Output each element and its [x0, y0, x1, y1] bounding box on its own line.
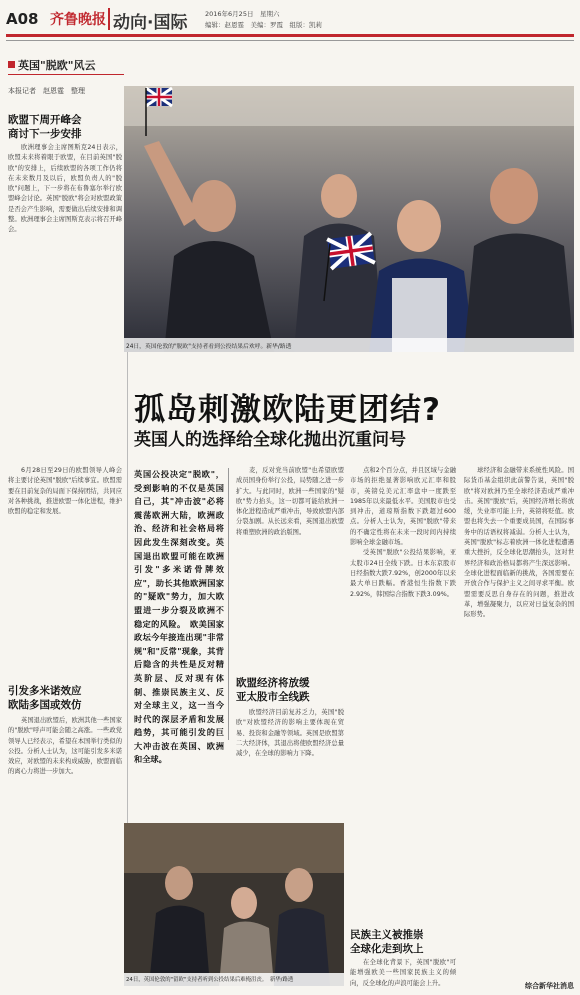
left-paragraph-1: 欧洲理事会主席图斯克24日表示，欧盟未来将着眼于欧盟，在目前英国"脱欧"的安排上，后续欧盟的各项工作仍将在未来数月及以后，欧盟负责人的"脱欧"问题上，下一步将在布鲁塞尔举行欧盟峰会讨论。英国"脱欧"将会对欧盟政策是否会产生影响，需要做出后续安排和调整。欧洲理事会主席图斯克表示将召开峰会。	[8, 144, 122, 234]
middle-subhead-2: 民族主义被推崇 全球化走到坎上	[350, 929, 424, 955]
topic-bullet-icon	[8, 61, 15, 68]
main-headline: 孤岛刺激欧陆更团结?	[134, 392, 441, 428]
header-thin-rule	[6, 40, 574, 41]
right-paragraph: 球经济和金融带来系统性风险。国际货币基金组织此前警告说，英国"脱欧"将对欧洲乃至全球经济造成严重冲击。英国"脱欧"后，英国经济增长将放缓，失业率可能上升，英镑将贬值。欧盟也将失去一个重要成员国，在国际事务中的话语权将减弱。分析人士认为，英国"脱欧"标志着欧洲一体化进程遭遇重大挫折，反全球化思潮抬头，这对世界经济和政治格局都将产生深远影响。全球化进程面临新的挑战，各国需要在开放合作与保护主义之间寻求平衡。欧盟需要反思自身存在的问题，推进改革，增强凝聚力，以应对日益复杂的国际形势。	[464, 467, 574, 619]
sub-headline: 英国人的选择给全球化抛出沉重问号	[134, 430, 406, 450]
issue-date: 2016年6月25日 星期六	[205, 10, 280, 18]
header-separator	[108, 8, 110, 30]
left-subhead-2: 引发多米诺效应 欧陆多国或效仿	[8, 685, 82, 711]
middle-paragraph-2: 点和2个百分点，并且区域与金融市场的拒绝显著影响欧元汇率和股市，英镑兑美元汇率盘中一度跌至1985年以来最低水平。美国股市也受到冲击，道琼斯指数下跌超过600点。分析人士认为，英国"脱欧"带来的不确定性将在未来一段时间内持续影响全球金融市场。	[350, 467, 456, 547]
summary-sidebar	[134, 468, 229, 765]
page-number: A08	[6, 10, 39, 28]
top-photo	[124, 86, 574, 352]
source-credit: 综合新华社消息	[525, 982, 574, 990]
middle-col-2-body-c	[350, 958, 456, 988]
middle-paragraph-1b: 欧盟经济目前复苏乏力，英国"脱欧"对欧盟经济的影响主要体现在贸易、投资和金融等领域。英国是欧盟第二大经济体，其退出将使欧盟经济总量减少，在全球的影响力下降。	[236, 709, 344, 758]
middle-col-2-body	[350, 466, 456, 771]
bottom-photo	[124, 823, 344, 986]
left-paragraph-3: 英国退出欧盟后，欧洲其他一些国家的"脱欧"呼声可能会随之高涨。一些政党领导人已经表示，希望在本国举行类似的公投。分析人士认为，这可能引发多米诺效应，对欧盟的未来构成威胁，欧盟面临的离心力将进一步加大。	[8, 717, 122, 776]
top-photo-caption: 24日，英国伦敦的"脱欧"支持者看到公投结果后欢呼。新华/路透	[126, 344, 292, 350]
middle-subhead-1: 欧盟经济将放缓 亚太股市全线跌	[236, 677, 310, 703]
right-col-body	[464, 466, 574, 971]
left-paragraph-2: 6月28日至29日的欧盟领导人峰会将主要讨论英国"脱欧"后续事宜。欧盟需要在目前复杂的局面下保持团结，共同应对各种挑战，推进欧盟一体化进程，维护欧盟的稳定和发展。	[8, 467, 122, 516]
left-subhead-1: 欧盟下周开峰会 商讨下一步安排	[8, 114, 82, 140]
middle-paragraph-1: 麦，反对党当前欧盟"也希望欧盟成员国身份举行公投，局势随之进一步扩大。与此同时，欧洲一些国家的"疑欧"势力抬头，这一切都可能给欧洲一体化进程造成严重冲击，导致欧盟内部分裂加剧。从长远来看，英国退出欧盟将重塑欧洲的政治版图。	[236, 467, 344, 536]
section-title: 动向·国际	[113, 13, 188, 33]
disappointed-crowd-photo	[124, 823, 344, 986]
celebrating-crowd-photo	[124, 86, 574, 352]
left-body-2	[8, 466, 122, 680]
middle-col-1-body	[236, 466, 344, 646]
summary-text: 英国公投决定"脱欧"，受到影响的不仅是英国自己，其"冲击波"必将震荡欧洲大陆，欧洲政治、经济和社会格局将因此发生深刻改变。英国退出欧盟可能在欧洲引发"多米诺骨牌效应"，助长其他欧洲国家的"疑欧"势力，加大欧盟进一步分裂及欧洲不稳定的风险。 欧美国家政坛今年接连出现"非常规"和"反常"现象，其背后隐含的共性是反对精英阶层、反对现有体制、推崇民族主义、反对全球主义，这一当今时代的深层矛盾和发展趋势，其可能引发的巨大冲击波在英国、欧洲和全球。	[134, 469, 224, 765]
middle-paragraph-2c: 在全球化背景下，英国"脱欧"可能增强欧美一些国家民族主义的倾向，反全球化的声浪可能会上升。	[350, 959, 456, 987]
middle-paragraph-2b: 受英国"脱欧"公投结果影响，亚太股市24日全线下跌。日本东京股市日经指数大跌7.92%，创2000年以来最大单日跌幅。香港恒生指数下跌2.92%，韩国综合指数下跌3.09%。	[350, 549, 456, 598]
newspaper-logo: 齐鲁晚报	[50, 12, 106, 28]
topic-tag: 英国"脱欧"风云	[18, 59, 96, 72]
middle-col-1-body-b	[236, 708, 344, 818]
left-body-1	[8, 143, 122, 458]
editor-credits: 编辑：赵恩霆 美编：罗霞 组版：凯莉	[205, 21, 322, 29]
byline: 本报记者 赵恩霆 整理	[8, 87, 85, 95]
left-body-3	[8, 716, 122, 986]
topic-underline	[8, 74, 124, 75]
header-red-rule	[6, 34, 574, 37]
bottom-photo-caption: 24日，英国伦敦的"留欧"支持者听到公投结果后难掩沮丧。 新华/路透	[126, 977, 294, 983]
